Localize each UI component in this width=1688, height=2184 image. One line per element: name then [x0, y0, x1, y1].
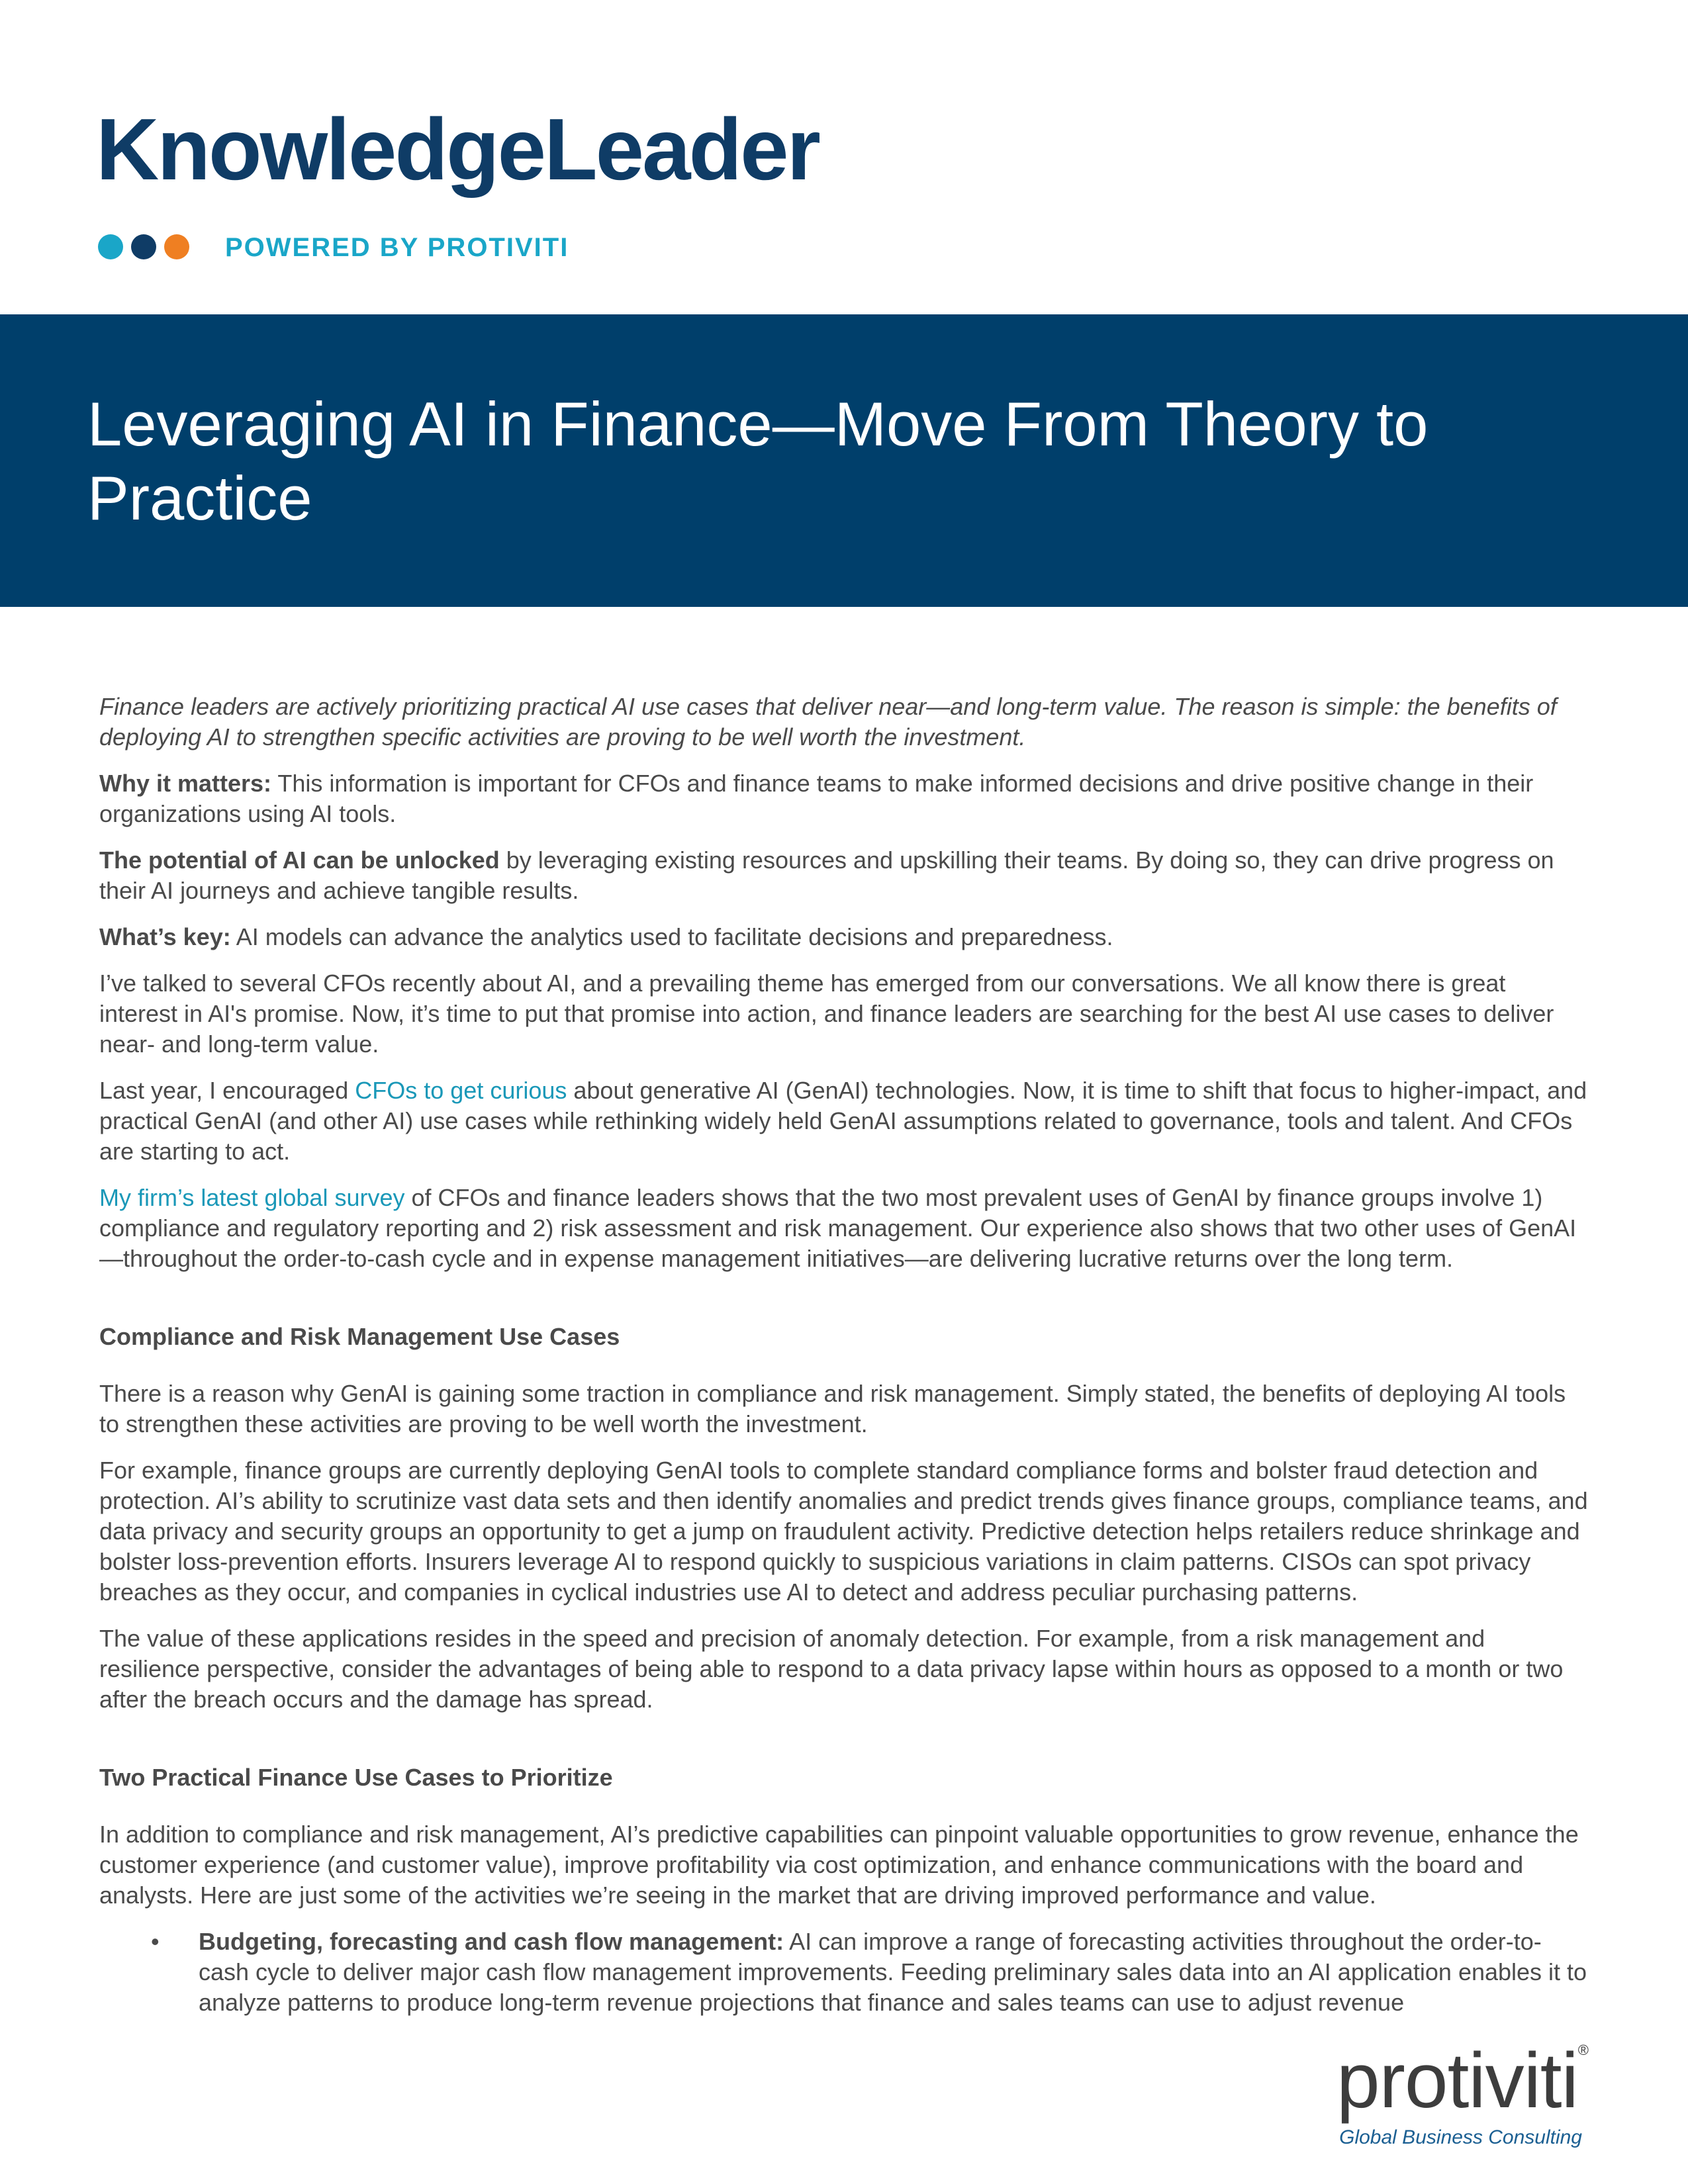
orange-dot-icon: [164, 234, 189, 259]
potential-lead: The potential of AI can be unlocked: [99, 846, 500, 874]
why-it-matters-lead: Why it matters:: [99, 770, 272, 797]
whats-key-text: AI models can advance the analytics used to facilitate decisions and preparedness.: [230, 923, 1113, 950]
compliance-paragraph-1: There is a reason why GenAI is gaining some traction in compliance and risk management. Simply stated, the benefits of deploying AI tools to strengthen these activities are proving to be well worth the investment.: [99, 1380, 1566, 1437]
cfos-curious-link[interactable]: CFOs to get curious: [355, 1077, 567, 1104]
last-year-before: Last year, I encouraged: [99, 1077, 355, 1104]
logo-tagline: Global Business Consulting: [1339, 2126, 1582, 2148]
article-body: [99, 692, 1589, 2018]
talked-paragraph: I’ve talked to several CFOs recently about AI, and a prevailing theme has emerged from our conversations. We all know there is great interest in AI's promise. Now, it’s time to put that promise into action, and finance leaders are searching for the best AI use cases to deliver near- and long-term value.: [99, 970, 1554, 1058]
compliance-paragraph-2: For example, finance groups are currently deploying GenAI tools to complete standard compliance forms and bolster fraud detection and protection. AI’s ability to scrutinize vast data sets and then identify anomalies and predict trends gives finance groups, compliance teams, and data privacy and security groups an opportunity to get a jump on fraudulent activity. Predictive detection helps retailers reduce shrinkage and bolster loss-prevention efforts. Insurers leverage AI to respond quickly to suspicious variations in claim patterns. CISOs can spot privacy breaches as they occur, and companies in cyclical industries use AI to detect and address peculiar purchasing patterns.: [99, 1457, 1588, 1606]
knowledgeleader-logo: KnowledgeLeader: [96, 101, 819, 198]
page-title: Leveraging AI in Finance—Move From Theory to Practice: [87, 389, 1429, 533]
use-cases-section-heading: Two Practical Finance Use Cases to Prioritize: [99, 1764, 613, 1791]
title-banner: [0, 314, 1688, 607]
protiviti-wordmark: [1336, 2037, 1589, 2124]
whats-key-lead: What’s key:: [99, 923, 231, 950]
survey-after: of CFOs and finance leaders shows that the two most prevalent uses of GenAI by finance groups involve 1) compliance and regulatory reporting and 2) risk assessment and risk management. Our experience also shows that two other uses of GenAI—throughout the order-to-cash cycle and in expense management initiatives—are delivering lucrative returns over the long term.: [99, 1184, 1577, 1272]
potential-text: by leveraging existing resources and upskilling their teams. By doing so, they can drive progress on their AI journeys and achieve tangible results.: [99, 846, 1554, 904]
bullet-marker: •: [151, 1928, 160, 1955]
compliance-section-heading: Compliance and Risk Management Use Cases: [99, 1323, 620, 1350]
survey-paragraph: [99, 1183, 1589, 1274]
registered-mark: ®: [1577, 2042, 1589, 2058]
compliance-paragraph-3: The value of these applications resides in the speed and precision of anomaly detection. For example, from a risk management and resilience perspective, consider the advantages of being able to respond to a data privacy lapse within hours as opposed to a month or two after the breach occurs and the damage has spread.: [99, 1625, 1564, 1713]
last-year-after: about generative AI (GenAI) technologies. Now, it is time to shift that focus to higher-impact, and practical GenAI (and other AI) use cases while rethinking widely held GenAI assumptions related to governance, tools and talent. And CFOs are starting to act.: [99, 1077, 1587, 1165]
teal-dot-icon: [98, 234, 123, 259]
list-item: [99, 1927, 1589, 2018]
logo-word: protiviti: [1336, 2037, 1578, 2124]
brand-dots: [98, 234, 189, 259]
intro-paragraph: Finance leaders are actively prioritizing practical AI use cases that deliver near—and long-term value. The reason is simple: the benefits of deploying AI to strengthen specific activities are proving to be well worth the investment.: [99, 693, 1557, 751]
powered-by-label: POWERED BY PROTIVITI: [225, 233, 569, 262]
bullet-lead: Budgeting, forecasting and cash flow management:: [199, 1928, 784, 1955]
navy-dot-icon: [131, 234, 156, 259]
why-it-matters-text: This information is important for CFOs and finance teams to make informed decisions and drive positive change in their organizations using AI tools.: [99, 770, 1534, 827]
bullet-text: AI can improve a range of forecasting activities throughout the order-to-cash cycle to deliver major cash flow management improvements. Feeding preliminary sales data into an AI application enables it to analyze patterns to produce long-term revenue projections that finance and sales teams can use to adjust revenue: [199, 1928, 1587, 2016]
use-cases-bullet-list: [99, 1927, 1589, 2018]
potential-paragraph: [99, 845, 1589, 906]
protiviti-logo: [1336, 2037, 1589, 2149]
why-it-matters-paragraph: [99, 768, 1589, 829]
last-year-paragraph: [99, 1075, 1589, 1167]
use-cases-paragraph-1: In addition to compliance and risk management, AI’s predictive capabilities can pinpoint valuable opportunities to grow revenue, enhance the customer experience (and customer value), improve profitability via cost optimization, and enhance communications with the board and analysts. Here are just some of the activities we’re seeing in the market that are driving improved performance and value.: [99, 1821, 1579, 1909]
whats-key-paragraph: [99, 922, 1589, 952]
global-survey-link[interactable]: My firm’s latest global survey: [99, 1184, 405, 1211]
